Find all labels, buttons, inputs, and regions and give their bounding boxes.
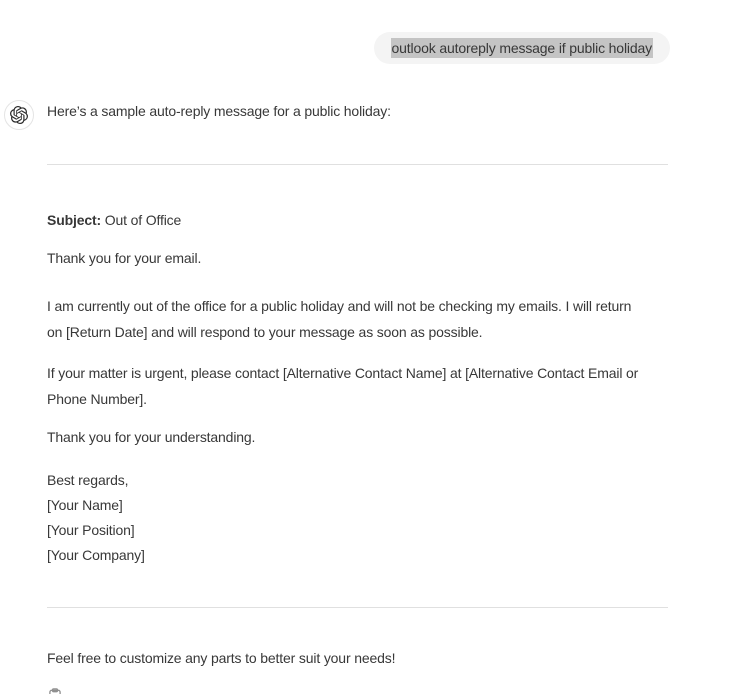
email-subject-line <box>47 207 669 233</box>
assistant-intro-text: Here’s a sample auto-reply message for a public holiday: <box>47 103 391 119</box>
message-action-bar <box>47 688 67 694</box>
divider-top <box>47 164 668 165</box>
copy-icon[interactable] <box>47 688 63 694</box>
signature-line: [Your Name] <box>47 497 123 513</box>
email-body-paragraph-2 <box>47 360 669 412</box>
email-understanding-paragraph: Thank you for your understanding. <box>47 429 256 445</box>
subject-value: Out of Office <box>101 212 182 228</box>
email-thanks-paragraph: Thank you for your email. <box>47 250 202 266</box>
paragraph-line: Phone Number]. <box>47 391 147 407</box>
paragraph-line: on [Return Date] and will respond to your message as soon as possible. <box>47 324 483 340</box>
assistant-outro-text: Feel free to customize any parts to better suit your needs! <box>47 650 396 666</box>
assistant-avatar <box>4 100 34 130</box>
paragraph-line: If your matter is urgent, please contact [Alternative Contact Name] at [Alternative Contact Email or <box>47 365 639 381</box>
email-body-paragraph-1 <box>47 293 669 345</box>
email-signature <box>47 468 669 568</box>
subject-label: Subject: <box>47 212 102 228</box>
signature-line: [Your Company] <box>47 547 145 563</box>
user-message-text: outlook autoreply message if public holiday <box>391 40 652 56</box>
openai-logo-icon <box>10 106 28 124</box>
user-message-bubble <box>374 32 671 64</box>
signature-line: Best regards, <box>47 472 129 488</box>
paragraph-line: I am currently out of the office for a public holiday and will not be checking my emails. I will return <box>47 298 632 314</box>
signature-line: [Your Position] <box>47 522 135 538</box>
divider-bottom <box>47 607 668 608</box>
